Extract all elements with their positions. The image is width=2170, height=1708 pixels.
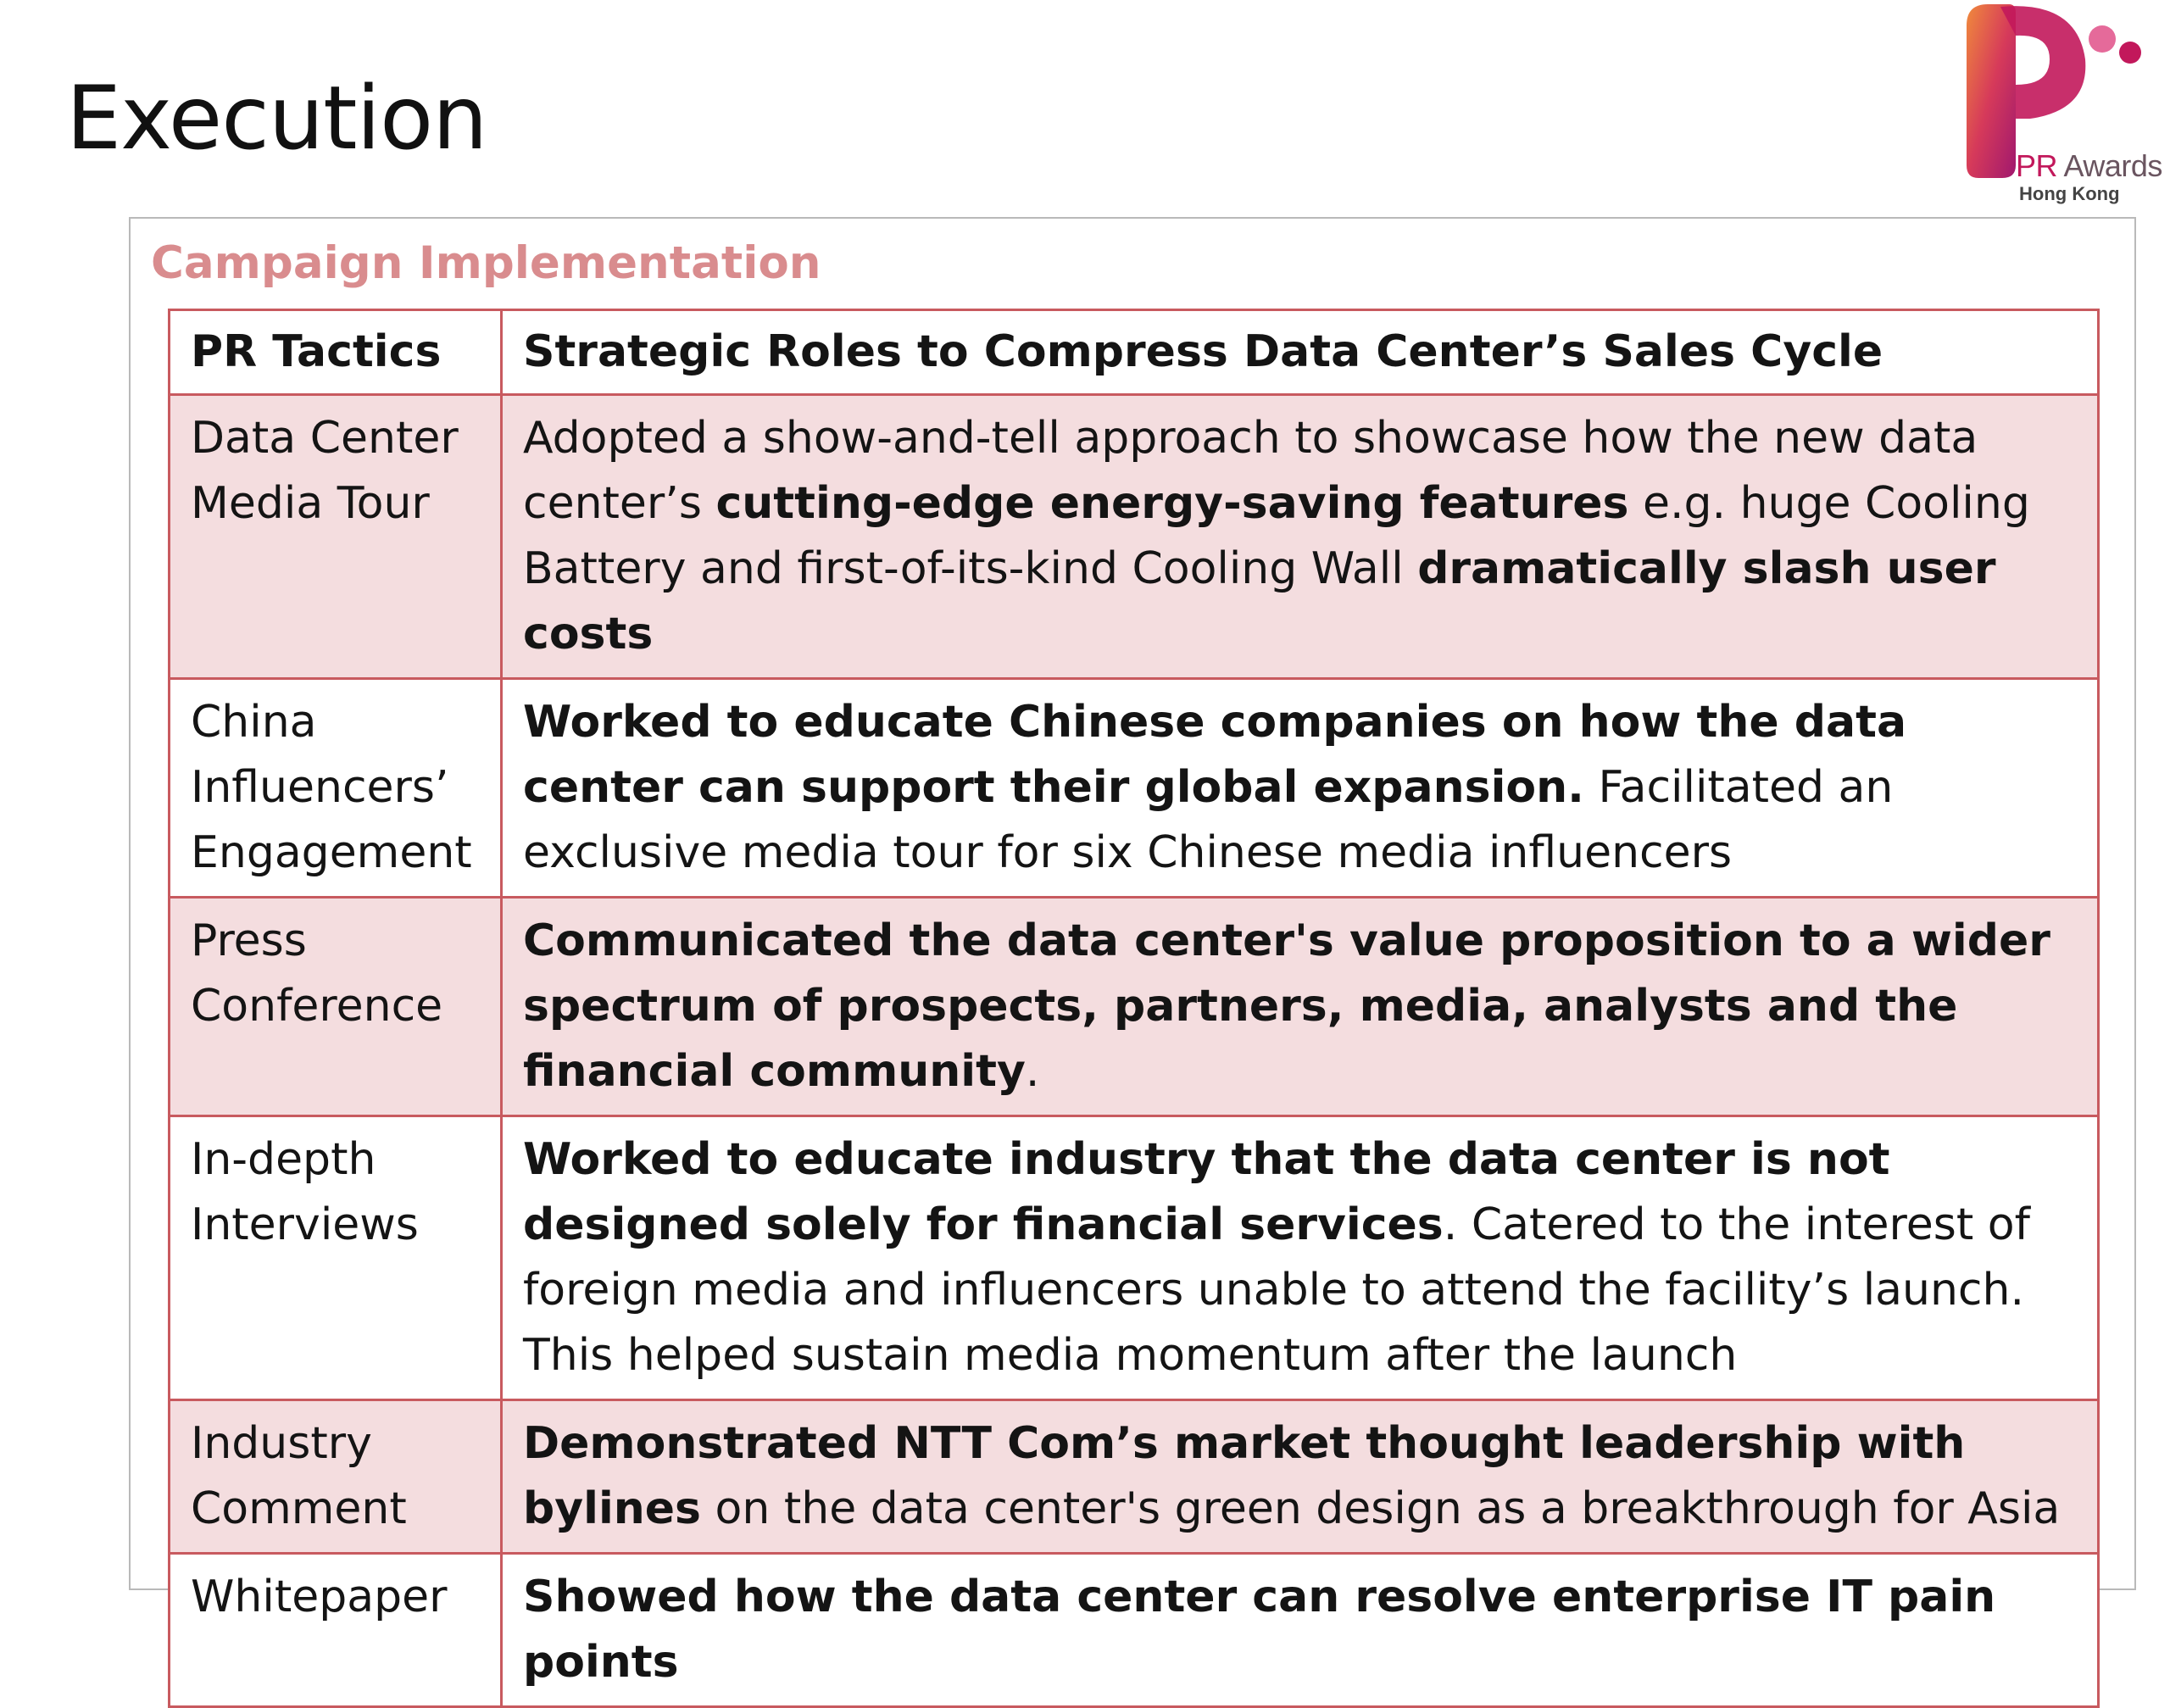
logo-region: Hong Kong	[2019, 183, 2120, 204]
role-text: .	[1025, 1046, 1040, 1097]
role-cell	[502, 679, 2099, 898]
table-row	[170, 395, 2099, 679]
tactic-cell: Whitepaper	[170, 1554, 502, 1707]
table-row	[170, 898, 2099, 1116]
logo-awards: Awards	[2057, 148, 2162, 183]
tactic-cell: Industry Comment	[170, 1400, 502, 1554]
role-text: Facilitated an exclusive media tour for six Chinese media influencers	[523, 762, 1894, 878]
role-text-bold: Worked to educate Chinese companies on how the data center can support their global expansion.	[523, 697, 1907, 813]
role-text: Adopted a show-and-tell approach to showcase how the new data center’s	[523, 413, 1978, 529]
table-header-row	[170, 310, 2099, 395]
role-text-bold: cutting-edge energy-saving features	[715, 478, 1629, 529]
logo-pr: PR	[2016, 148, 2058, 183]
header-strategic-roles: Strategic Roles to Compress Data Center’s Sales Cycle	[502, 310, 2099, 395]
tactic-cell: In-depth Interviews	[170, 1116, 502, 1400]
tactic-cell: China Influencers’ Engagement	[170, 679, 502, 898]
tactic-cell: Press Conference	[170, 898, 502, 1116]
role-cell	[502, 1554, 2099, 1707]
table-row	[170, 1400, 2099, 1554]
table-row	[170, 1554, 2099, 1707]
table-row	[170, 679, 2099, 898]
role-text: . Catered to the interest of foreign media and influencers unable to attend the facility’s launch. This helped sustain media momentum after the launch	[523, 1199, 2030, 1381]
tactic-cell: Data Center Media Tour	[170, 395, 502, 679]
role-text-bold: Communicated the data center's value proposition to a wider spectrum of prospects, partners, media, analysts and the financial community	[523, 915, 2050, 1097]
role-text: on the data center's green design as a breakthrough for Asia	[701, 1483, 2061, 1534]
panel-heading: Campaign Implementation	[151, 237, 821, 289]
logo-wordmark	[2016, 149, 2162, 183]
role-text-bold: dramatically slash user costs	[523, 543, 1996, 659]
role-text-bold: Worked to educate industry that the data center is not designed solely for financial services	[523, 1134, 1890, 1250]
implementation-table	[168, 309, 2100, 1708]
role-cell	[502, 1400, 2099, 1554]
header-pr-tactics: PR Tactics	[170, 310, 502, 395]
role-cell	[502, 395, 2099, 679]
role-text: e.g. huge Cooling Battery and first-of-its-kind Cooling Wall	[523, 478, 2030, 594]
role-text-bold: Showed how the data center can resolve enterprise IT pain points	[523, 1572, 1996, 1688]
slide-title: Execution	[66, 68, 487, 170]
role-cell	[502, 1116, 2099, 1400]
role-text-bold: Demonstrated NTT Com’s market thought leadership with bylines	[523, 1418, 1966, 1534]
table-row	[170, 1116, 2099, 1400]
role-cell	[502, 898, 2099, 1116]
